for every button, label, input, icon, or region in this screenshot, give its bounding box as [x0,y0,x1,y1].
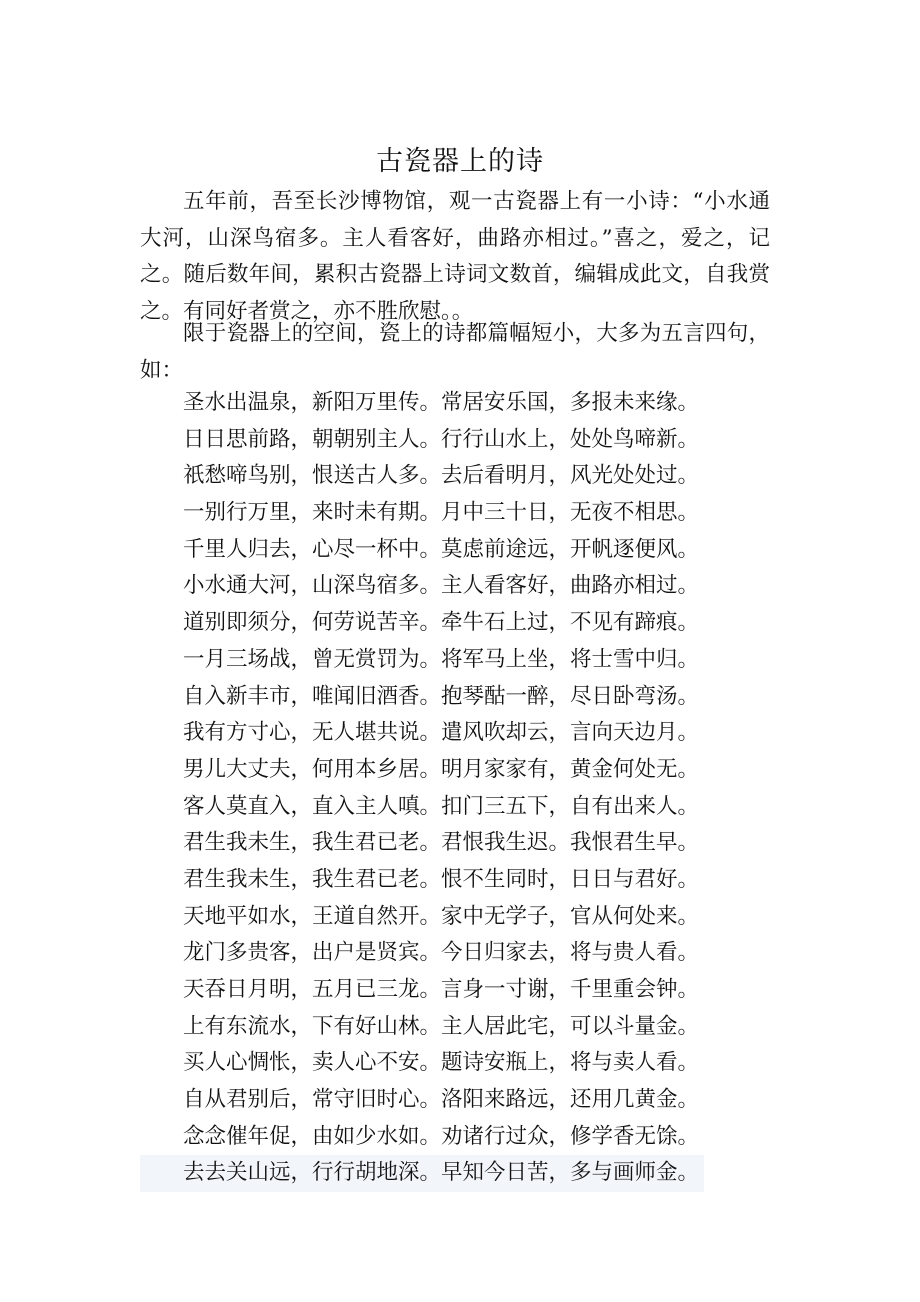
poem-line: 一别行万里，来时未有期。月中三十日，无夜不相思。 [183,500,700,526]
intro-paragraph: 五年前，吾至长沙博物馆，观一古瓷器上有一小诗：“小水通大河，山深鸟宿多。主人看客好，曲路亦相过。”喜之，爱之，记之。随后数年间，累积古瓷器上诗词文数首，编辑成此文，自我赏之。有同好者赏之，亦不胜欣慰。。 [140,189,770,324]
poem-line: 君生我未生，我生君已老。君恨我生迟。我恨君生早。 [183,830,700,856]
poem-line: 君生我未生，我生君已老。恨不生同时，日日与君好。 [183,866,700,892]
description-paragraph: 限于瓷器上的空间，瓷上的诗都篇幅短小，大多为五言四句，如： [140,321,770,383]
poem-list [140,385,770,1192]
poem-line: 念念催年促，由如少水如。劝诸行过众，修学香无馀。 [183,1123,700,1149]
poem-line: 买人心惆怅，卖人心不安。题诗安瓶上，将与卖人看。 [183,1050,700,1076]
poem-line: 客人莫直入，直入主人嗔。扣门三五下，自有出来人。 [183,793,700,819]
poem-line-selected: 去去关山远，行行胡地深。早知今日苦，多与画师金。 [140,1155,704,1192]
poem-line: 上有东流水，下有好山林。主人居此宅，可以斗量金。 [183,1013,700,1039]
poem-line: 小水通大河，山深鸟宿多。主人看客好，曲路亦相过。 [183,573,700,599]
page-title: 古瓷器上的诗 [376,146,544,177]
poem-line: 祇愁啼鸟别，恨送古人多。去后看明月，风光处处过。 [183,463,700,489]
poem-line: 天吞日月明，五月已三龙。言身一寸谢，千里重会钟。 [183,977,700,1002]
poem-line: 日日思前路，朝朝别主人。行行山水上，处处鸟啼新。 [183,426,700,452]
poem-line: 一月三场战，曾无赏罚为。将军马上坐，将士雪中归。 [183,646,700,672]
poem-line: 自入新丰市，唯闻旧酒香。抱琴酤一醉，尽日卧弯汤。 [183,683,700,709]
poem-line: 我有方寸心，无人堪共说。遣风吹却云，言向天边月。 [183,720,700,746]
poem-line: 龙门多贵客，出户是贤宾。今日归家去，将与贵人看。 [183,940,700,966]
poem-line: 圣水出温泉，新阳万里传。常居安乐国，多报未来缘。 [183,390,700,415]
poem-line: 男儿大丈夫，何用本乡居。明月家家有，黄金何处无。 [183,756,700,782]
poem-line: 道别即须分，何劳说苦辛。牵牛石上过，不见有蹄痕。 [183,610,700,636]
poem-line: 自从君别后，常守旧时心。洛阳来路远，还用几黄金。 [183,1087,700,1113]
poem-line: 千里人归去，心尽一杯中。莫虑前途远，开帆逐便风。 [183,536,700,562]
poem-line: 天地平如水，王道自然开。家中无学子，官从何处来。 [183,903,700,929]
